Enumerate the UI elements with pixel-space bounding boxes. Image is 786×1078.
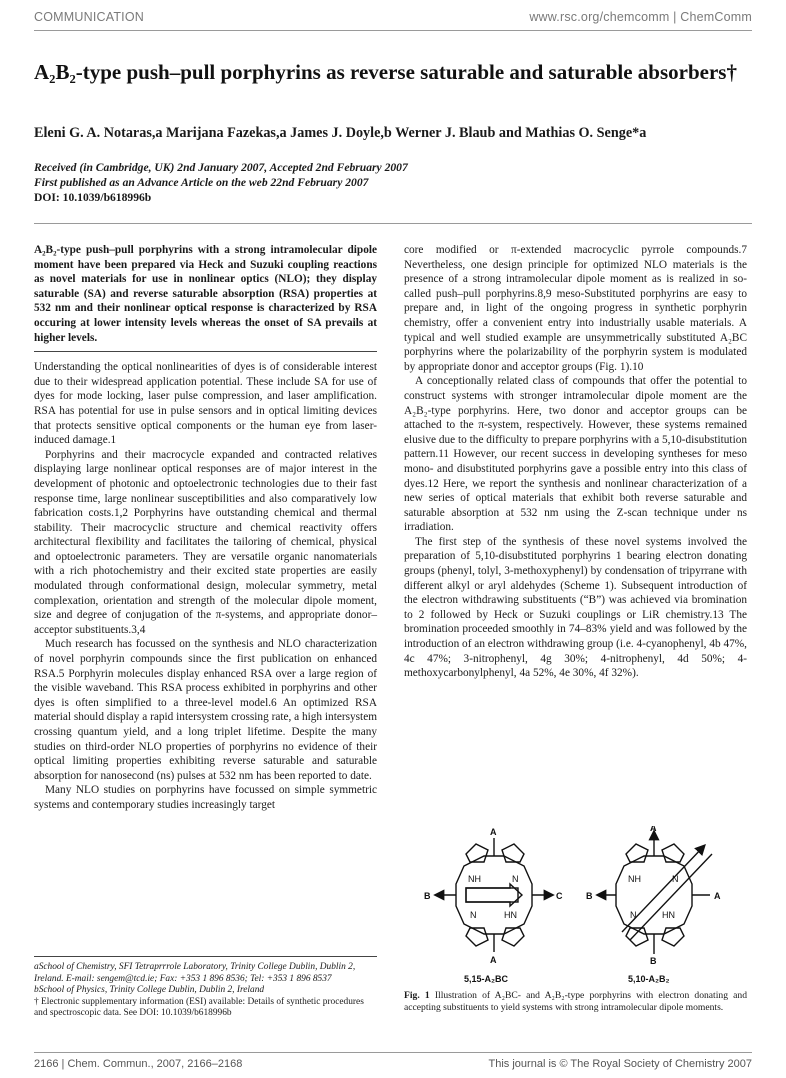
doi: DOI: 10.1039/b618996b — [34, 191, 152, 204]
body-paragraph: Understanding the optical nonlinearities of dyes is of considerable interest due to their widespread application potential. These include SA for use of dyes for mode locking, laser pulse compression, and laser amplification. RSA has potential for use in pulse sensors and in optical limiting devices that protects sensitive optical components or the human eye from laser-induced damage.1 — [34, 361, 377, 447]
substituent-b-label: B — [424, 891, 431, 901]
substituent-a-bottom-label: A — [490, 955, 497, 965]
header-rule — [34, 30, 752, 31]
body-paragraph: core modified or π-extended macrocyclic pyrrole compounds.7 Nevertheless, one design principle for optimized NLO materials is the presence of a strong intramolecular dipole moment as is realized in so-called push–pull porphyrins.8,9 meso-Substituted porphyrins are easy to prepare and, in light of the ongoing progress in synthetic porphyrin chemistry, offer a convenient entry into industrially usable materials. A typical and well studied example are unsymmetrically substituted A₂BC porphyrins where the polarizability of the porphyrin system is modulated by appropriate donor and acceptor groups (Fig. 1).10 — [404, 244, 747, 373]
footnote-rule — [34, 956, 377, 957]
journal-section-label: COMMUNICATION — [34, 10, 144, 24]
author-list: Eleni G. A. Notaras,a Marijana Fazekas,a James J. Doyle,b Werner J. Blaub and Mathias O. Senge*a — [34, 125, 647, 141]
substituent-b-left-label: B — [586, 891, 593, 901]
first-published-date: First published as an Advance Article on the web 22nd February 2007 — [34, 176, 369, 189]
footnote-esi: † Electronic supplementary information (ESI) available: Details of synthetic procedures and spectroscopic data. See DOI: 10.1039/b618996b — [34, 996, 364, 1019]
abstract-rule — [34, 351, 377, 352]
body-paragraph: Porphyrins and their macrocycle expanded and contracted relatives displaying large nonlinear optical responses are of major interest in the development of photonic and optoelectronic technologies due to their fast response time, large nonlinear susceptibilities and also comparatively low fabrication costs.1,2 Porphyrins have outstanding chemical and thermal stability. Their macrocyclic structure and chemical reactivity offers architectural flexibility and facilitates the tailoring of chemical, physical and optoelectronic parameters. They are versatile organic nanomaterials with a rich photochemistry and their excited state properties are easily modulated through conformational design, molecular symmetry, metal complexation, orientation and strength of the molecular dipole moment, size and degree of conjugation of the π-systems, and appropriate donor–acceptor substituents.3,4 — [34, 448, 377, 636]
copyright-notice: This journal is © The Royal Society of Chemistry 2007 — [488, 1058, 752, 1070]
received-date: Received (in Cambridge, UK) 2nd January 2007, Accepted 2nd February 2007 — [34, 161, 408, 174]
body-paragraph: The first step of the synthesis of these novel systems involved the preparation of 5,10-disubstituted porphyrins 1 bearing electron donating groups (phenyl, tolyl, 3-methoxyphenyl) by condensation of tripyrrane with different alkyl or aryl aldehydes (Scheme 1). Subsequent introduction of the electron withdrawing substituents (“B”) was achieved via bromination to 2 followed by Heck or Suzuki couplings or LiR chemistry.13 The bromination proceeded smoothly in 74–83% yield and was followed by the introduction of an electron withdrawing group (i.e. 4-cyanophenyl, 4b 47%, 4c 47%; 3-nitrophenyl, 4g 30%; 4-nitrophenyl, 4d 50%; 4-methoxycarbonylphenyl, 4a 52%, 4e 30%, 4f 32%). — [404, 535, 747, 680]
n-label: N — [470, 910, 477, 920]
porphyrin-a2bc-structure — [436, 838, 552, 952]
n-label: N — [672, 874, 679, 884]
n-label: N — [630, 910, 637, 920]
nh-label: NH — [468, 874, 481, 884]
right-structure-label: 5,10-A₂B₂ — [628, 974, 670, 984]
substituent-c-label: C — [556, 891, 563, 901]
footnote-affiliation-b: bSchool of Physics, Trinity College Dublin, Dublin 2, Ireland — [34, 985, 265, 996]
right-column — [404, 243, 747, 681]
abstract: A₂B₂-type push–pull porphyrins with a strong intramolecular dipole moment have been prepared via Heck and Suzuki coupling reactions as novel materials for use in nonlinear optics (NLO); they display saturable (SA) and reverse saturable absorption (RSA) properties at 532 nm and their nonlinear optical response is characterized by RSA occuring at lower intensity levels whereas the onset of SA prevails at higher levels. — [34, 244, 377, 344]
footnotes — [34, 956, 377, 1020]
article-title: A₂B₂-type push–pull porphyrins as reverse saturable and saturable absorbers† — [34, 60, 737, 84]
article-history — [34, 160, 752, 205]
nh-label: NH — [628, 874, 641, 884]
left-structure-label: 5,15-A₂BC — [464, 974, 509, 984]
title-rule — [34, 223, 752, 224]
figure-porphyrin-structures — [404, 826, 747, 986]
n-label: N — [512, 874, 519, 884]
body-paragraph: Much research has focussed on the synthesis and NLO characterization of novel porphyrin compounds since the first publication on enhanced RSA.5 Porphyrin molecules display enhanced RSA over a large region of the visible waveband. This RSA process exhibited in porphyrins and other dyes is often simplified to a three-level model.6 An optimized RSA material should display a rapid intersystem crossing rate, a high intersystem crossing quantum yield, and a long triplet lifetime. Despite the many studies on third-order NLO properties of porphyrins no evidence of their optical limiting properties exhibiting reverse saturable and saturable absorption for nanosecond (ns) pulses at 532 nm has been reported to date. — [34, 638, 377, 782]
left-column — [34, 243, 377, 813]
hn-label: HN — [662, 910, 675, 920]
substituent-a-right-label: A — [714, 891, 721, 901]
substituent-a-top-label: A — [490, 827, 497, 837]
journal-website-label: www.rsc.org/chemcomm | ChemComm — [529, 10, 752, 24]
body-paragraph: Many NLO studies on porphyrins have focussed on simple symmetric systems and contemporary studies increasingly target — [34, 784, 377, 811]
porphyrin-a2b2-structure — [598, 832, 712, 954]
substituent-a-top-right-label: A — [650, 826, 657, 833]
substituent-b-bottom-label: B — [650, 956, 657, 966]
figure-caption-text: Illustration of A₂BC- and A₂B₂-type porphyrins with electron donating and accepting substituents to yield systems with strong intramolecular dipole moments. — [404, 990, 747, 1013]
figure-caption — [404, 990, 747, 1014]
figure-caption-label: Fig. 1 — [404, 990, 430, 1001]
footer-rule — [34, 1052, 752, 1053]
page-citation: 2166 | Chem. Commun., 2007, 2166–2168 — [34, 1058, 243, 1070]
hn-label: HN — [504, 910, 517, 920]
footnote-affiliation-a: aSchool of Chemistry, SFI Tetraprrrole Laboratory, Trinity College Dublin, Dublin 2, Ireland. E-mail: sengem@tcd.ie; Fax: +353 1 896 8536; Tel: +353 1 896 8537 — [34, 962, 356, 984]
body-paragraph: A conceptionally related class of compounds that offer the potential to construct systems with stronger intramolecular dipole moment are the A₂B₂-type porphyrins. Here, two donor and acceptor groups can be attached to the π-system, respectively. However, these systems remained elusive due to the difficulty to prepare porphyrins with a 5,10-disubstitution pattern.11 However, our recent success in developing syntheses for meso mono- and disubstituted porphyrins gave a possible entry into this class of dyes.12 Here, we report the synthesis and nonlinear characterization of a new series of optical materials that exhibit both reverse saturable and saturable absorption at 532 nm using the Z-scan technique under ns irradiation. — [404, 375, 747, 534]
